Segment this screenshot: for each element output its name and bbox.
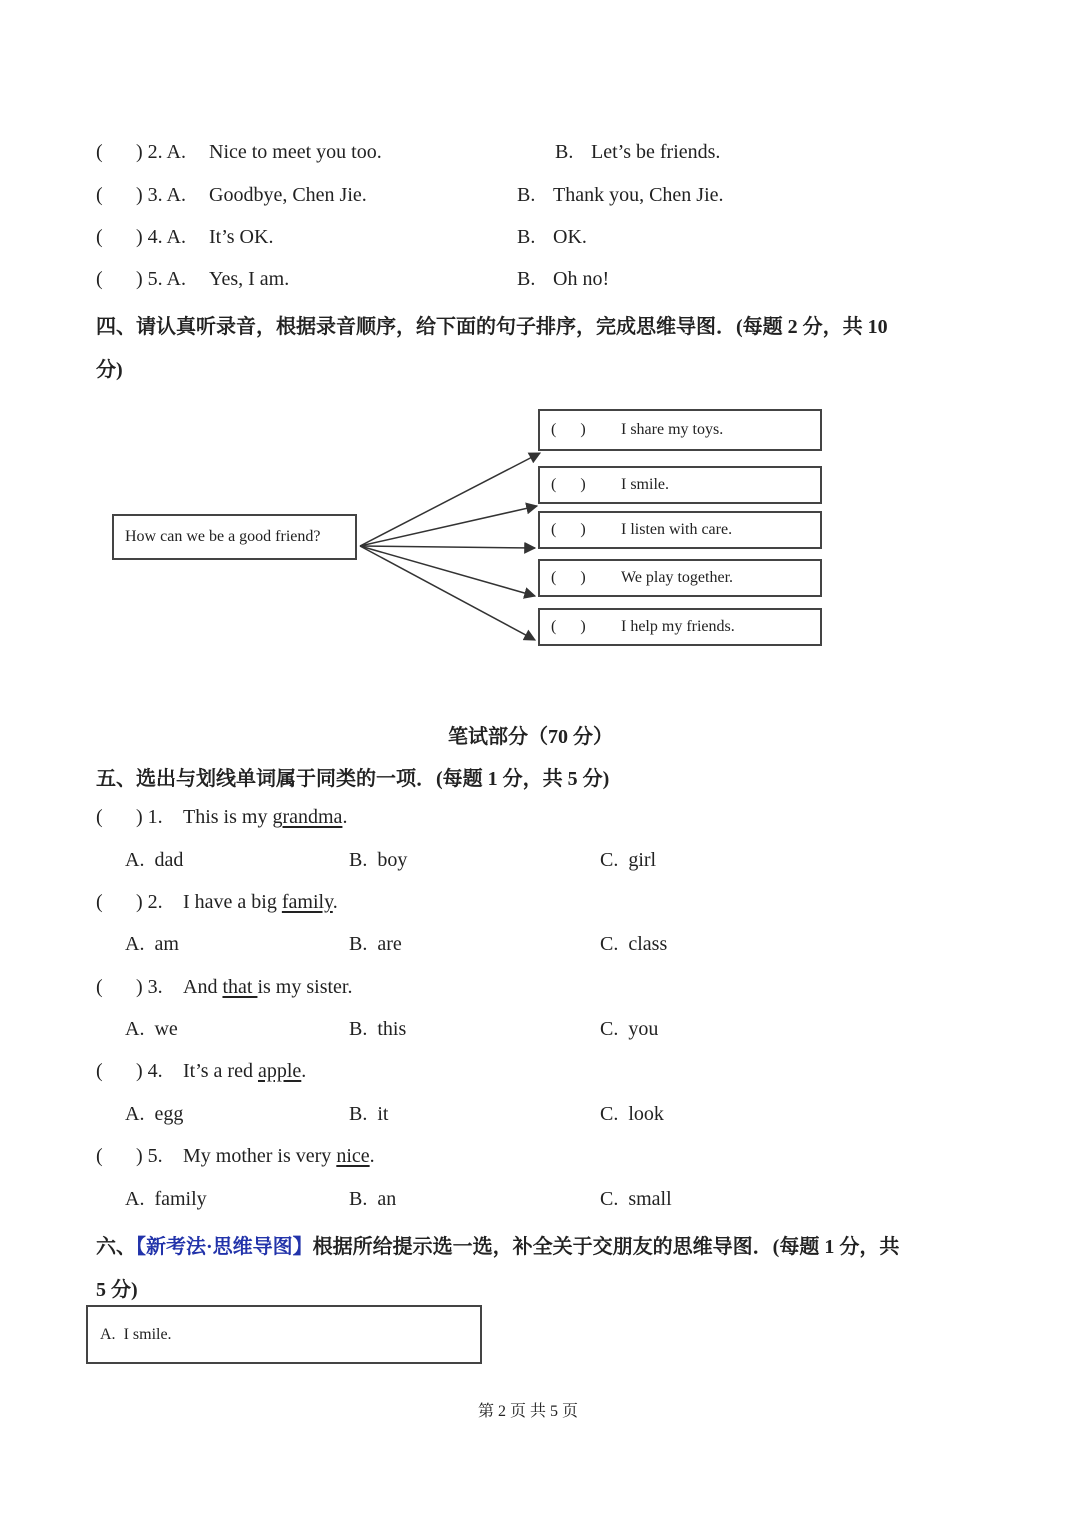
option-a: Nice to meet you too.: [209, 141, 382, 163]
answer-paren: (: [96, 141, 103, 163]
underlined-word: family: [281, 891, 333, 913]
sentence-post: .: [342, 806, 348, 828]
sentence-post: .: [301, 1060, 307, 1082]
option-text: egg: [154, 1103, 184, 1125]
answer-paren: ( ): [551, 521, 586, 538]
branch-box: [538, 559, 822, 597]
option-b: B. this: [349, 1018, 407, 1040]
option-b: B. an: [349, 1188, 397, 1210]
question-sentence: [183, 1145, 375, 1168]
question-number: ) 5.: [136, 1145, 163, 1167]
option-label: A.: [100, 1325, 116, 1343]
branch-box: [538, 511, 822, 549]
branch-text: I help my friends.: [621, 618, 735, 635]
branch-box: [538, 608, 822, 646]
option-text: an: [377, 1188, 397, 1210]
option-text: look: [628, 1103, 664, 1125]
underlined-word: that: [222, 976, 258, 998]
item-number: ) 5. A.: [136, 268, 186, 290]
option-text: you: [628, 1018, 659, 1040]
option-a: A. egg: [125, 1103, 184, 1125]
section5-heading: 五、选出与划线单词属于同类的一项．(每题 1 分，共 5 分): [96, 768, 610, 790]
option-c: C. class: [600, 933, 668, 955]
section6-instructions: 根据所给提示选一选，补全关于交朋友的思维导图．(每题 1 分，共: [312, 1236, 900, 1258]
center-question: How can we be a good friend?: [125, 528, 321, 545]
option-text: family: [154, 1188, 207, 1210]
branch-text: I share my toys.: [621, 421, 724, 438]
option-c: C. look: [600, 1103, 664, 1125]
arrow-line: [360, 506, 537, 546]
option-text: I smile.: [123, 1325, 172, 1343]
option-text: are: [377, 933, 402, 955]
option-b: Thank you, Chen Jie.: [553, 184, 724, 206]
sentence-post: .: [332, 891, 338, 913]
option-a: Goodbye, Chen Jie.: [209, 184, 367, 206]
answer-paren: ( ): [551, 569, 586, 586]
section4-heading-cont: 分): [96, 359, 123, 381]
page-number: 第 2 页 共 5 页: [478, 1403, 579, 1420]
section6-tag: 【新考法·思维导图】: [136, 1236, 313, 1258]
option-text: dad: [154, 849, 184, 871]
question-sentence: [183, 1060, 306, 1083]
answer-paren: (: [96, 1145, 103, 1167]
question-sentence: [183, 891, 338, 914]
option-a: A. am: [125, 933, 179, 955]
option-b-label: B.: [517, 268, 536, 290]
sentence-pre: It’s a red: [183, 1060, 258, 1082]
answer-paren: (: [96, 226, 103, 248]
sentence-post: .: [369, 1145, 375, 1167]
answer-paren: ( ): [551, 476, 586, 493]
branch-text: We play together.: [621, 569, 734, 586]
section6-prefix: 六、: [96, 1236, 136, 1258]
arrow-line: [360, 546, 535, 640]
arrow-line: [360, 546, 535, 548]
branch-box: [538, 409, 822, 451]
option-text: girl: [628, 849, 657, 871]
sentence-pre: My mother is very: [183, 1145, 337, 1167]
option-b: B. it: [349, 1103, 389, 1125]
option-c: C. small: [600, 1188, 672, 1210]
option-a: A. we: [125, 1018, 178, 1040]
option-text: am: [154, 933, 179, 955]
answer-paren: ( ): [551, 421, 586, 438]
answer-paren: (: [96, 268, 103, 290]
answer-paren: (: [96, 976, 103, 998]
option-text: we: [154, 1018, 178, 1040]
option-c: C. you: [600, 1018, 659, 1040]
question-number: ) 4.: [136, 1060, 163, 1082]
section6-heading-cont: 5 分): [96, 1279, 138, 1301]
answer-paren: (: [96, 184, 103, 206]
option-b-label: B.: [555, 141, 574, 163]
question-number: ) 1.: [136, 806, 163, 828]
section4-heading: 四、请认真听录音，根据录音顺序，给下面的句子排序，完成思维导图．(每题 2 分，共 10: [96, 316, 888, 338]
word-bank-option: [100, 1326, 172, 1344]
option-text: boy: [377, 849, 408, 871]
option-text: class: [628, 933, 668, 955]
written-part-title: 笔试部分（70 分）: [448, 726, 613, 748]
answer-paren: ( ): [551, 618, 586, 635]
sentence-post: is my sister.: [257, 976, 353, 998]
question-sentence: [183, 976, 352, 999]
mind-map-center: [112, 514, 357, 560]
underlined-word: apple: [257, 1060, 302, 1082]
question-number: ) 2.: [136, 891, 163, 913]
underlined-word: nice: [336, 1145, 370, 1167]
word-bank-box: [86, 1305, 482, 1364]
option-text: this: [377, 1018, 407, 1040]
sentence-pre: I have a big: [183, 891, 282, 913]
option-text: it: [377, 1103, 389, 1125]
item-number: ) 3. A.: [136, 184, 186, 206]
branch-text: I listen with care.: [621, 521, 733, 538]
branch-text: I smile.: [621, 476, 669, 493]
option-b: OK.: [553, 226, 587, 248]
option-a: It’s OK.: [209, 226, 274, 248]
sentence-pre: This is my: [183, 806, 273, 828]
answer-paren: (: [96, 806, 103, 828]
answer-paren: (: [96, 1060, 103, 1082]
answer-paren: (: [96, 891, 103, 913]
option-a: Yes, I am.: [209, 268, 290, 290]
item-number: ) 4. A.: [136, 226, 186, 248]
section6-heading: [96, 1230, 899, 1259]
arrow-line: [360, 546, 535, 596]
branch-box: [538, 466, 822, 504]
option-a: A. dad: [125, 849, 184, 871]
item-number: ) 2. A.: [136, 141, 186, 163]
option-b: Oh no!: [553, 268, 610, 290]
option-b-label: B.: [517, 184, 536, 206]
option-c: C. girl: [600, 849, 657, 871]
underlined-word: grandma: [272, 806, 343, 828]
question-number: ) 3.: [136, 976, 163, 998]
option-a: A. family: [125, 1188, 207, 1210]
option-b-label: B.: [517, 226, 536, 248]
option-b: B. are: [349, 933, 402, 955]
arrow-line: [360, 453, 540, 546]
option-b: B. boy: [349, 849, 408, 871]
option-text: small: [628, 1188, 672, 1210]
question-sentence: [183, 806, 347, 829]
sentence-pre: And: [183, 976, 223, 998]
option-b: Let’s be friends.: [591, 141, 721, 163]
